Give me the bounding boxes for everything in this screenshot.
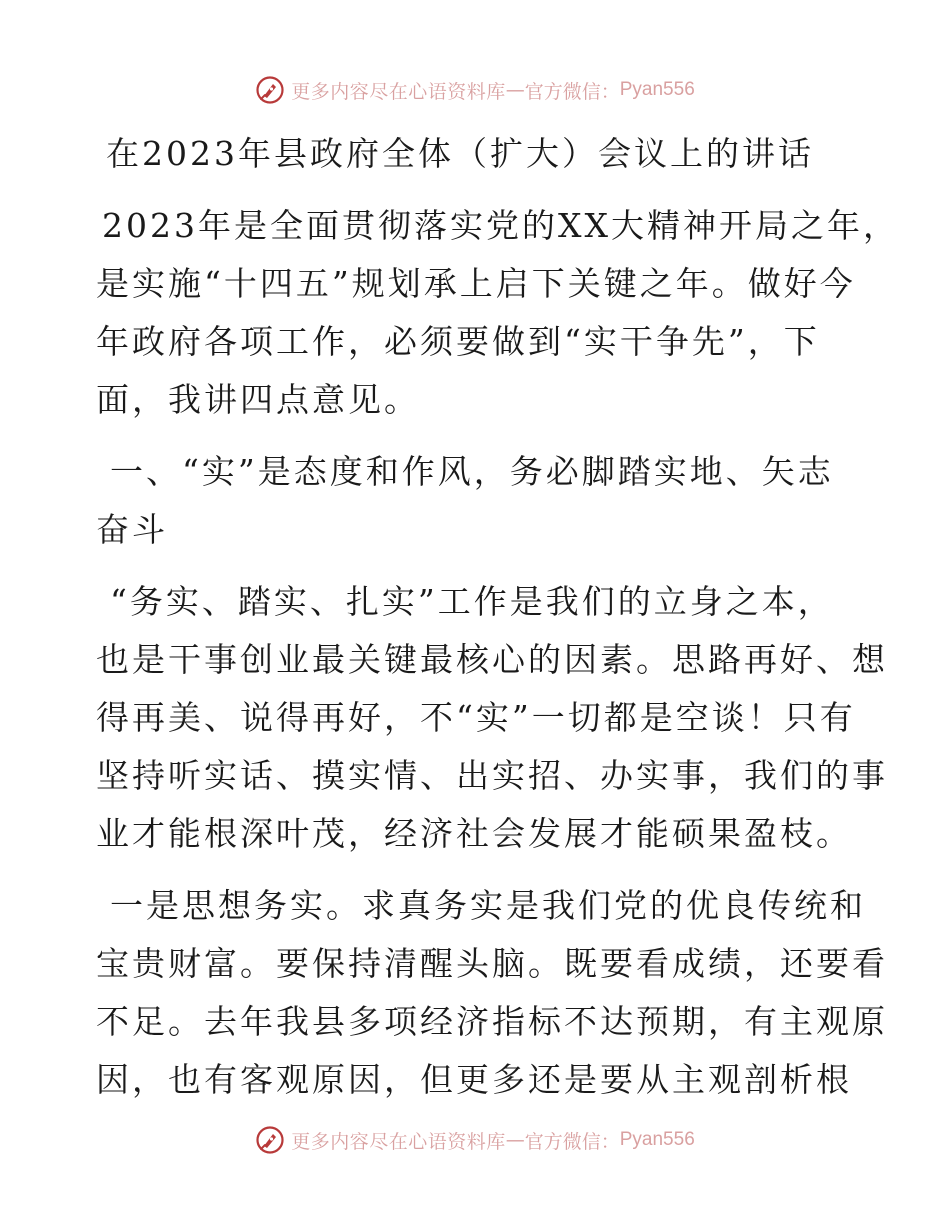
paragraph-line: 是实施“十四五”规划承上启下关键之年。做好今	[96, 264, 856, 303]
paragraph-line: 坚持听实话、摸实情、出实招、办实事，我们的事	[96, 756, 888, 795]
paragraph-line: 宝贵财富。要保持清醒头脑。既要看成绩，还要看	[96, 944, 888, 983]
paragraph-intro	[96, 197, 899, 429]
section-heading-1	[96, 443, 856, 559]
pen-nib-circle-icon	[255, 75, 285, 105]
paragraph-line: 业才能根深叶茂，经济社会发展才能硕果盈枝。	[96, 814, 852, 853]
paragraph-line: “务实、踏实、扎实”工作是我们的立身之本，	[110, 582, 834, 621]
paragraph-thought	[96, 877, 888, 1109]
watermark-main-text: 更多内容尽在心语资料库	[291, 80, 506, 103]
paragraph-line: 不足。去年我县多项经济指标不达预期，有主观原	[96, 1002, 888, 1041]
paragraph-practical	[96, 573, 888, 863]
watermark-sub-text: 官方微信：	[524, 1130, 620, 1153]
watermark-main-text: 更多内容尽在心语资料库	[291, 1130, 506, 1153]
header-watermark	[0, 72, 950, 108]
paragraph-line: 也是干事创业最关键最核心的因素。思路再好、想	[96, 640, 888, 679]
paragraph-line: 面，我讲四点意见。	[96, 380, 420, 419]
footer-watermark	[0, 1122, 950, 1158]
document-title: 在2023年县政府全体（扩大）会议上的讲话	[106, 134, 814, 173]
paragraph-line: 因，也有客观原因，但更多还是要从主观剖析根	[96, 1060, 852, 1099]
pen-nib-circle-icon	[255, 1125, 285, 1155]
watermark-id: Pyan556	[619, 79, 695, 100]
heading-line: 奋斗	[96, 510, 168, 549]
watermark-dash: —	[505, 79, 525, 101]
heading-line: 一、“实”是态度和作风，务必脚踏实地、矢志	[110, 452, 834, 491]
watermark-dash: —	[505, 1129, 525, 1151]
paragraph-line: 得再美、说得再好，不“实”一切都是空谈！只有	[96, 698, 856, 737]
paragraph-line: 一是思想务实。求真务实是我们党的优良传统和	[110, 886, 866, 925]
watermark-sub-text: 官方微信：	[524, 80, 620, 103]
paragraph-line: 2023年是全面贯彻落实党的XX大精神开局之年，	[102, 206, 899, 245]
watermark-id: Pyan556	[619, 1129, 695, 1150]
paragraph-line: 年政府各项工作，必须要做到“实干争先”，下	[96, 322, 820, 361]
document-body	[96, 125, 899, 1123]
